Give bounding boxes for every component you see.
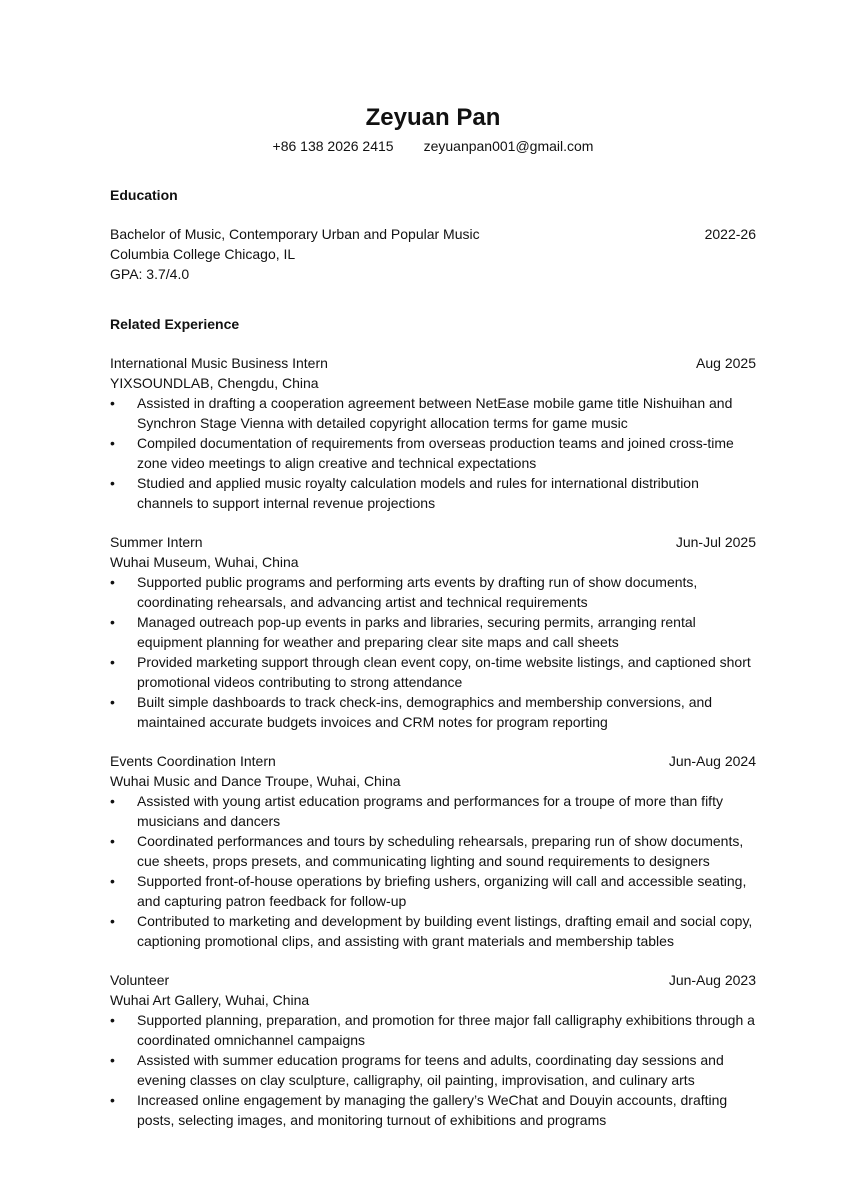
bullet-list — [110, 572, 756, 732]
experience-heading: Related Experience — [110, 316, 240, 332]
bullet-point: • Assisted with young artist education programs and performances for a troupe of more than fifty musicians and dancers — [110, 791, 756, 831]
bullet-point: • Coordinated performances and tours by scheduling rehearsals, preparing run of show documents, cue sheets, props presets, and communicating lighting and sound requirements to designers — [110, 831, 756, 871]
organization: Wuhai Museum, Wuhai, China — [110, 554, 299, 570]
role-title: Events Coordination Intern — [110, 753, 276, 769]
role-dates: Aug 2025 — [696, 355, 756, 371]
role-dates: Jun-Jul 2025 — [675, 534, 756, 550]
degree: Bachelor of Music, Contemporary Urban and Popular Music — [110, 226, 480, 242]
role-row — [110, 970, 756, 990]
role-row — [110, 751, 756, 771]
phone-number: +86 138 2026 2415 — [272, 138, 394, 154]
bullet-point: • Increased online engagement by managing the gallery’s WeChat and Douyin accounts, drafting posts, selecting images, and monitoring turnout of exhibitions and programs — [110, 1090, 756, 1130]
school: Columbia College Chicago, IL — [110, 246, 296, 262]
bullet-point: • Supported planning, preparation, and promotion for three major fall calligraphy exhibitions through a coordinated omnichannel campaigns — [110, 1010, 756, 1050]
gpa: GPA: 3.7/4.0 — [110, 266, 190, 282]
bullet-point: • Contributed to marketing and development by building event listings, drafting email and social copy, captioning promotional clips, and assisting with grant materials and membership tables — [110, 911, 756, 951]
role-row — [110, 353, 756, 373]
bullet-list — [110, 1010, 756, 1130]
role-row — [110, 532, 756, 552]
role-title: International Music Business Intern — [110, 355, 328, 371]
bullet-point: • Managed outreach pop-up events in parks and libraries, securing permits, arranging rental equipment planning for weather and preparing clear site maps and call sheets — [110, 612, 756, 652]
role-title: Summer Intern — [110, 534, 203, 550]
email-address: zeyuanpan001@gmail.com — [423, 138, 594, 154]
bullet-list — [110, 393, 756, 513]
bullet-point: • Assisted with summer education programs for teens and adults, coordinating day sessions and evening classes on clay sculpture, calligraphy, oil painting, improvisation, and culinary arts — [110, 1050, 756, 1090]
bullet-point: • Supported front-of-house operations by briefing ushers, organizing will call and accessible seating, and capturing patron feedback for follow-up — [110, 871, 756, 911]
experience-entry — [110, 532, 756, 732]
role-dates: Jun-Aug 2024 — [668, 753, 756, 769]
bullet-point: • Studied and applied music royalty calculation models and rules for international distribution channels to support internal revenue projections — [110, 473, 756, 513]
experience-entry — [110, 751, 756, 951]
contact-line — [110, 136, 756, 156]
bullet-point: • Compiled documentation of requirements from overseas production teams and joined cross-time zone video meetings to align creative and technical expectations — [110, 433, 756, 473]
bullet-list — [110, 791, 756, 951]
education-heading: Education — [110, 187, 178, 203]
organization: Wuhai Art Gallery, Wuhai, China — [110, 992, 310, 1008]
organization: Wuhai Music and Dance Troupe, Wuhai, China — [110, 773, 401, 789]
bullet-point: • Assisted in drafting a cooperation agreement between NetEase mobile game title Nishuihan and Synchron Stage Vienna with detailed copyright allocation terms for game music — [110, 393, 756, 433]
experience-entry — [110, 970, 756, 1130]
education-dates: 2022-26 — [704, 226, 756, 242]
degree-row — [110, 224, 756, 244]
bullet-point: • Supported public programs and performing arts events by drafting run of show documents, coordinating rehearsals, and advancing artist and technical requirements — [110, 572, 756, 612]
role-title: Volunteer — [110, 972, 170, 988]
bullet-point: • Provided marketing support through clean event copy, on-time website listings, and captioned short promotional videos contributing to strong attendance — [110, 652, 756, 692]
experience-entry — [110, 353, 756, 513]
candidate-name: Zeyuan Pan — [365, 104, 501, 131]
organization: YIXSOUNDLAB, Chengdu, China — [110, 375, 319, 391]
bullet-point: • Built simple dashboards to track check-ins, demographics and membership conversions, and maintained accurate budgets invoices and CRM notes for program reporting — [110, 692, 756, 732]
experience-list — [110, 353, 756, 1130]
role-dates: Jun-Aug 2023 — [668, 972, 756, 988]
education-entry — [110, 224, 756, 284]
